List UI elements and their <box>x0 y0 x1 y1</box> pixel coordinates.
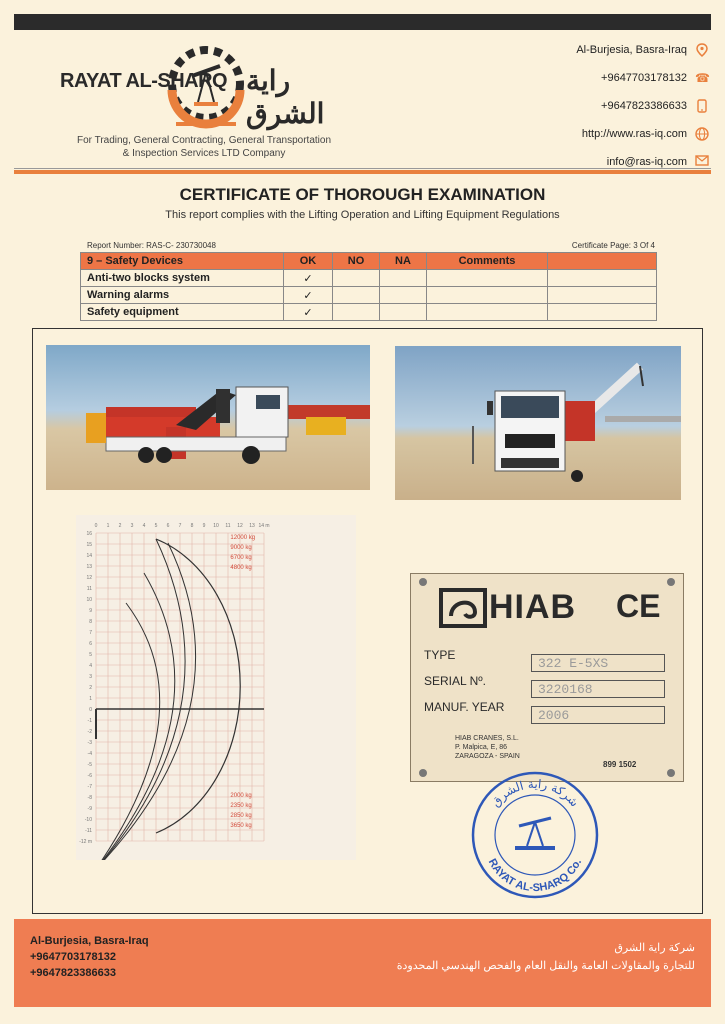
col-header-section: 9 – Safety Devices <box>81 253 284 270</box>
x-tick-label: 1 <box>106 523 110 529</box>
y-tick-label: -12 m <box>79 839 92 845</box>
logo-arabic-text: راية الشرق <box>246 65 325 129</box>
table-header-row <box>81 253 657 270</box>
y-tick-label: 16 <box>86 531 92 537</box>
envelope-curve <box>156 539 240 833</box>
mobile-phone-icon <box>695 99 709 113</box>
header-divider <box>14 170 711 174</box>
y-tick-label: 2 <box>89 685 92 691</box>
footer-arabic <box>397 939 695 975</box>
truck-side-photo <box>46 345 370 490</box>
y-tick-label: -8 <box>87 795 92 801</box>
y-tick-label: 6 <box>89 641 92 647</box>
load-chart-diagram <box>76 515 356 860</box>
y-tick-label: -6 <box>87 773 92 779</box>
envelope-icon <box>695 155 709 169</box>
footer-phone-1[interactable]: +9647703178132 <box>30 951 116 963</box>
crane-load-chart <box>76 515 356 860</box>
y-tick-label: 10 <box>86 597 92 603</box>
globe-icon <box>695 127 709 141</box>
row-no <box>333 270 380 287</box>
hiab-nameplate <box>410 573 684 782</box>
footer-band <box>14 919 711 1007</box>
contact-phone-2[interactable] <box>509 92 709 120</box>
x-tick-label: 9 <box>202 523 206 529</box>
y-tick-label: 7 <box>89 630 92 636</box>
y-tick-label: 9 <box>89 608 92 614</box>
telephone-icon: ☎ <box>695 71 710 85</box>
reach-curve <box>96 539 185 860</box>
row-na <box>380 287 427 304</box>
contact-website[interactable] <box>509 120 709 148</box>
y-tick-label: 4 <box>89 663 92 669</box>
x-tick-label: 8 <box>190 523 194 529</box>
load-label-top: 12000 kg <box>230 535 256 541</box>
table-row <box>81 287 657 304</box>
company-tagline <box>44 134 364 160</box>
hiab-logo-icon <box>439 586 489 630</box>
tagline-line-2: & Inspection Services LTD Company <box>122 148 286 159</box>
x-tick-label: 5 <box>154 523 158 529</box>
y-tick-label: 5 <box>89 652 92 658</box>
x-tick-label: 3 <box>130 523 134 529</box>
y-tick-label: -11 <box>85 828 92 834</box>
email-link[interactable]: info@ras-iq.com <box>606 156 687 168</box>
y-tick-label: -10 <box>84 817 92 823</box>
y-tick-label: -7 <box>87 784 92 790</box>
x-tick-label: 10 <box>213 523 219 529</box>
row-comments <box>427 270 548 287</box>
row-item: Anti-two blocks system <box>81 270 284 287</box>
type-label: TYPE <box>424 648 456 662</box>
col-header-comments: Comments <box>427 253 548 270</box>
rivet-icon <box>419 578 427 586</box>
contact-block <box>509 36 709 176</box>
x-tick-label: 12 <box>237 523 243 529</box>
stamp-latin-text: RAYAT AL-SHARQ Co. <box>485 856 585 895</box>
row-na <box>380 270 427 287</box>
location-pin-icon <box>695 43 709 57</box>
row-item: Safety equipment <box>81 304 284 321</box>
type-value: 322 E-5XS <box>531 654 665 672</box>
rivet-icon <box>667 578 675 586</box>
year-label: MANUF. YEAR <box>424 700 505 714</box>
footer-arabic-tagline: للتجارة والمقاولات العامة والنقل العام والفحص الهندسي المحدودة <box>396 960 695 972</box>
y-tick-label: -3 <box>87 740 92 746</box>
load-label-top: 6700 kg <box>230 555 252 561</box>
row-extra <box>548 304 657 321</box>
top-bar <box>14 14 711 30</box>
rivet-icon <box>667 769 675 777</box>
y-tick-label: -4 <box>87 751 92 757</box>
x-tick-label: 2 <box>118 523 122 529</box>
serial-value: 3220168 <box>531 680 665 698</box>
plate-brand: HIAB <box>489 588 577 626</box>
load-label-top: 4800 kg <box>230 565 252 571</box>
x-tick-label: 7 <box>178 523 182 529</box>
col-header-ok: OK <box>284 253 333 270</box>
load-label-bottom: 2850 kg <box>230 813 252 819</box>
x-tick-label: 6 <box>166 523 170 529</box>
y-tick-label: 0 <box>89 707 92 713</box>
header-divider-thin <box>14 168 711 169</box>
x-tick-label: 13 <box>249 523 255 529</box>
load-label-bottom: 3650 kg <box>230 823 252 829</box>
manufacturer-address <box>455 734 520 761</box>
load-label-bottom: 2350 kg <box>230 803 252 809</box>
row-comments <box>427 304 548 321</box>
row-extra <box>548 287 657 304</box>
serial-label: SERIAL Nº. <box>424 674 486 688</box>
y-tick-label: 3 <box>89 674 92 680</box>
address-text: Al-Burjesia, Basra-Iraq <box>576 44 687 56</box>
truck-front-photo <box>395 346 681 500</box>
contact-phone-1[interactable] <box>509 64 709 92</box>
plate-number: 899 1502 <box>603 760 637 769</box>
tagline-line-1: For Trading, General Contracting, General Transportation <box>76 135 332 146</box>
document-subtitle: This report complies with the Lifting Operation and Lifting Equipment Regulations <box>165 209 560 221</box>
x-tick-label: 0 <box>94 523 98 529</box>
footer-contact <box>30 933 149 981</box>
y-tick-label: 1 <box>89 696 92 702</box>
year-value: 2006 <box>531 706 665 724</box>
document-title: CERTIFICATE OF THOROUGH EXAMINATION <box>179 185 546 204</box>
address-line: ZARAGOZA - SPAIN <box>455 753 520 760</box>
website-link[interactable]: http://www.ras-iq.com <box>581 128 687 140</box>
col-header-na: NA <box>380 253 427 270</box>
load-label-top: 9000 kg <box>230 545 252 551</box>
company-logo <box>56 36 356 136</box>
reach-curve <box>96 603 160 860</box>
address-line: P. Malpica, E, 86 <box>455 744 508 751</box>
x-tick-label: 11 <box>225 523 231 529</box>
row-comments <box>427 287 548 304</box>
reach-curve <box>96 543 196 860</box>
x-tick-label: 14 m <box>258 523 270 529</box>
row-no <box>333 304 380 321</box>
y-tick-label: 14 <box>86 553 92 559</box>
row-ok: ✓ <box>284 270 333 287</box>
x-tick-label: 4 <box>142 523 146 529</box>
address-line: HIAB CRANES, S.L. <box>455 735 519 742</box>
y-tick-label: 12 <box>86 575 92 581</box>
logo-latin-text: RAYAT AL-SHARQ <box>60 70 228 92</box>
y-tick-label: -1 <box>87 718 92 724</box>
row-item: Warning alarms <box>81 287 284 304</box>
col-header-extra <box>548 253 657 270</box>
y-tick-label: 13 <box>86 564 92 570</box>
stamp-pumpjack-icon <box>515 818 555 850</box>
row-ok: ✓ <box>284 304 333 321</box>
rivet-icon <box>419 769 427 777</box>
table-row <box>81 270 657 287</box>
row-extra <box>548 270 657 287</box>
row-ok: ✓ <box>284 287 333 304</box>
row-no <box>333 287 380 304</box>
table-row <box>81 304 657 321</box>
y-tick-label: 11 <box>86 586 92 592</box>
y-tick-label: -9 <box>87 806 92 812</box>
certificate-page: Certificate Page: 3 Of 4 <box>571 241 655 250</box>
col-header-no: NO <box>333 253 380 270</box>
safety-devices-table <box>80 252 657 321</box>
y-tick-label: 8 <box>89 619 92 625</box>
phone1-text[interactable]: +9647703178132 <box>601 72 687 84</box>
footer-address: Al-Burjesia, Basra-Iraq <box>30 935 149 947</box>
y-tick-label: -2 <box>87 729 92 735</box>
company-stamp <box>470 770 600 900</box>
phone2-text[interactable]: +9647823386633 <box>601 100 687 112</box>
stamp-arabic-text: شركة راية الشرق <box>488 776 582 810</box>
ce-mark: CE <box>616 588 661 624</box>
footer-arabic-name: شركة راية الشرق <box>614 942 695 954</box>
footer-phone-2[interactable]: +9647823386633 <box>30 967 116 979</box>
row-na <box>380 304 427 321</box>
contact-address <box>509 36 709 64</box>
report-number: Report Number: RAS-C- 230730048 <box>87 241 216 250</box>
load-label-bottom: 2000 kg <box>230 793 252 799</box>
y-tick-label: 15 <box>86 542 92 548</box>
y-tick-label: -5 <box>87 762 92 768</box>
